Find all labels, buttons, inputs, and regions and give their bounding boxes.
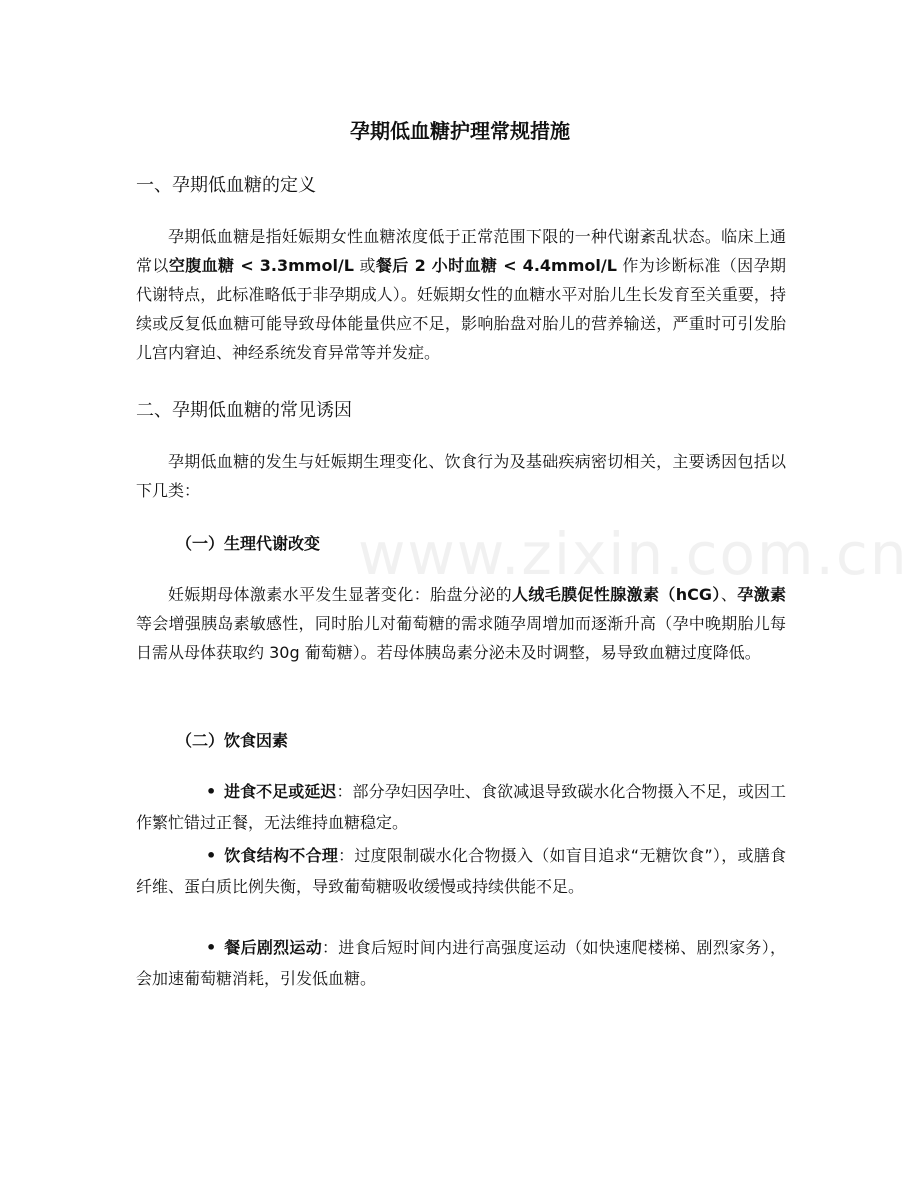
physiology-text-a: 妊娠期母体激素水平发生显著变化：胎盘分泌的 xyxy=(168,585,512,604)
watermark: www.zixin.com.cn xyxy=(358,520,909,588)
definition-text-c: 或 xyxy=(353,256,376,275)
physiology-text-c: 、 xyxy=(720,585,738,604)
definition-text-a: 孕期低血糖是指妊娠期女性血糖浓度低于正常范围下限的一种代谢紊乱状态。临床上通常以 xyxy=(136,227,786,275)
section-heading-causes: 二、孕期低血糖的常见诱因 xyxy=(136,400,352,421)
list-item-text: ：过度限制碳水化合物摄入（如盲目追求“无糖饮食”），或膳食纤维、蛋白质比例失衡，导致葡萄糖吸收缓慢或持续供能不足。 xyxy=(136,846,786,896)
bullet-icon: • xyxy=(206,938,217,957)
list-item-text: ：进食后短时间内进行高强度运动（如快速爬楼梯、剧烈家务），会加速葡萄糖消耗，引发低血糖。 xyxy=(136,938,786,988)
subsection-heading-physiology: （一）生理代谢改变 xyxy=(176,534,321,553)
causes-intro-paragraph: 孕期低血糖的发生与妊娠期生理变化、饮食行为及基础疾病密切相关，主要诱因包括以下几类： xyxy=(136,452,786,500)
definition-text-e: 作为诊断标准（因孕期代谢特点，此标准略低于非孕期成人）。妊娠期女性的血糖水平对胎儿生长发育至关重要，持续或反复低血糖可能导致母体能量供应不足，影响胎盘对胎儿的营养输送，严重时可引发胎儿宫内窘迫、神经系统发育异常等并发症。 xyxy=(136,256,786,362)
subsection-heading-diet: （二）饮食因素 xyxy=(176,731,289,750)
list-item-term: 饮食结构不合理 xyxy=(224,846,339,865)
list-item-term: 餐后剧烈运动 xyxy=(224,938,322,957)
bullet-icon: • xyxy=(206,846,217,865)
list-item-text: ：部分孕妇因孕吐、食欲减退导致碳水化合物摄入不足，或因工作繁忙错过正餐，无法维持血糖稳定。 xyxy=(136,782,786,832)
fasting-criterion: 空腹血糖 < 3.3mmol/L xyxy=(168,256,354,275)
physiology-paragraph xyxy=(136,580,786,667)
section-heading-definition: 一、孕期低血糖的定义 xyxy=(136,175,316,196)
physiology-text-e: 等会增强胰岛素敏感性，同时胎儿对葡萄糖的需求随孕周增加而逐渐升高（孕中晚期胎儿每日需从母体获取约 30g 葡萄糖）。若母体胰岛素分泌未及时调整，易导致血糖过度降低。 xyxy=(136,614,786,662)
list-item xyxy=(136,840,786,902)
list-item-term: 进食不足或延迟 xyxy=(224,782,337,801)
bullet-icon: • xyxy=(206,782,217,801)
list-item xyxy=(136,932,786,994)
definition-paragraph xyxy=(136,222,786,367)
list-item xyxy=(136,776,786,838)
hcg-term: 人绒毛膜促性腺激素（hCG） xyxy=(511,585,721,604)
progesterone-term: 孕激素 xyxy=(737,585,786,604)
postprandial-criterion: 餐后 2 小时血糖 < 4.4mmol/L xyxy=(375,256,617,275)
page-title: 孕期低血糖护理常规措施 xyxy=(350,119,570,143)
